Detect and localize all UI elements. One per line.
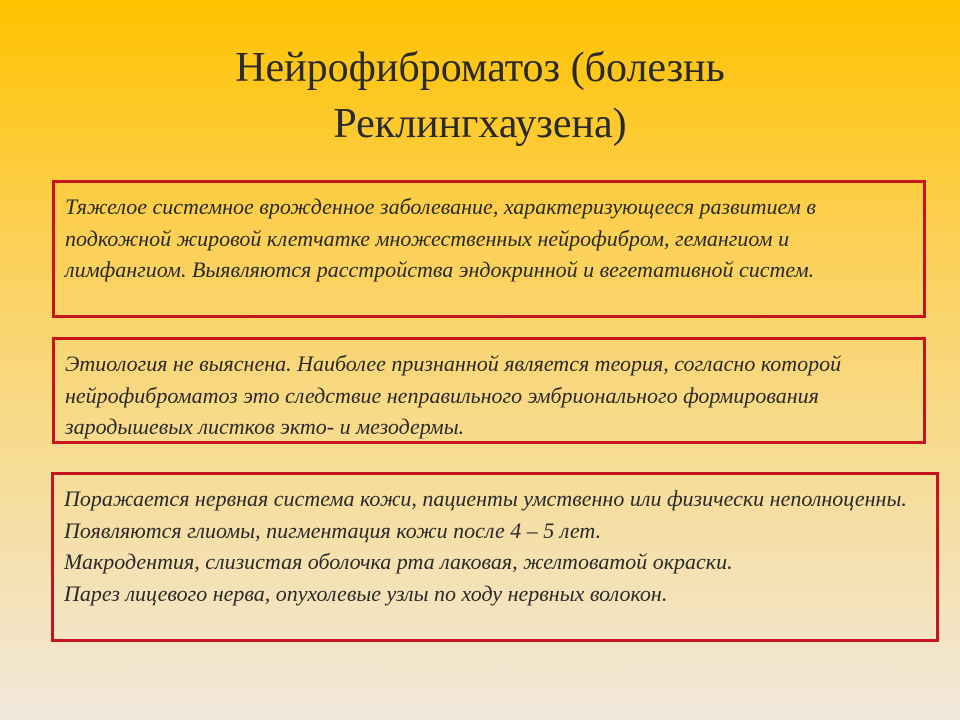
symptoms-box <box>51 472 939 642</box>
symptom-line: Макродентия, слизистая оболочка рта лаковая, желтоватой окраски. <box>64 549 733 574</box>
symptom-line: Парез лицевого нерва, опухолевые узлы по ходу нервных волокон. <box>64 580 668 606</box>
symptom-line: Поражается нервная система кожи, пациенты умственно или физически неполноценны. <box>64 486 907 511</box>
definition-text: Тяжелое системное врожденное заболевание, характеризующееся развитием в подкожной жировой клетчатке множественных нейрофибром, гемангиом и лимфангиом. Выявляются расстройства эндокринной и вегетативной систем. <box>65 194 816 282</box>
slide-title-line-2: Реклингхаузена) <box>333 101 627 147</box>
slide-title-line-1: Нейрофиброматоз (болезнь <box>235 45 725 91</box>
slide-title <box>0 40 960 152</box>
symptom-line: Появляются глиомы, пигментация кожи после 4 – 5 лет. <box>64 517 602 543</box>
etiology-box <box>52 337 926 444</box>
definition-box <box>52 180 926 318</box>
etiology-text: Этиология не выяснена. Наиболее признанной является теория, согласно которой нейрофиброматоз это следствие неправильного эмбрионального формирования зародышевых листков экто- и мезодермы. <box>65 351 842 439</box>
